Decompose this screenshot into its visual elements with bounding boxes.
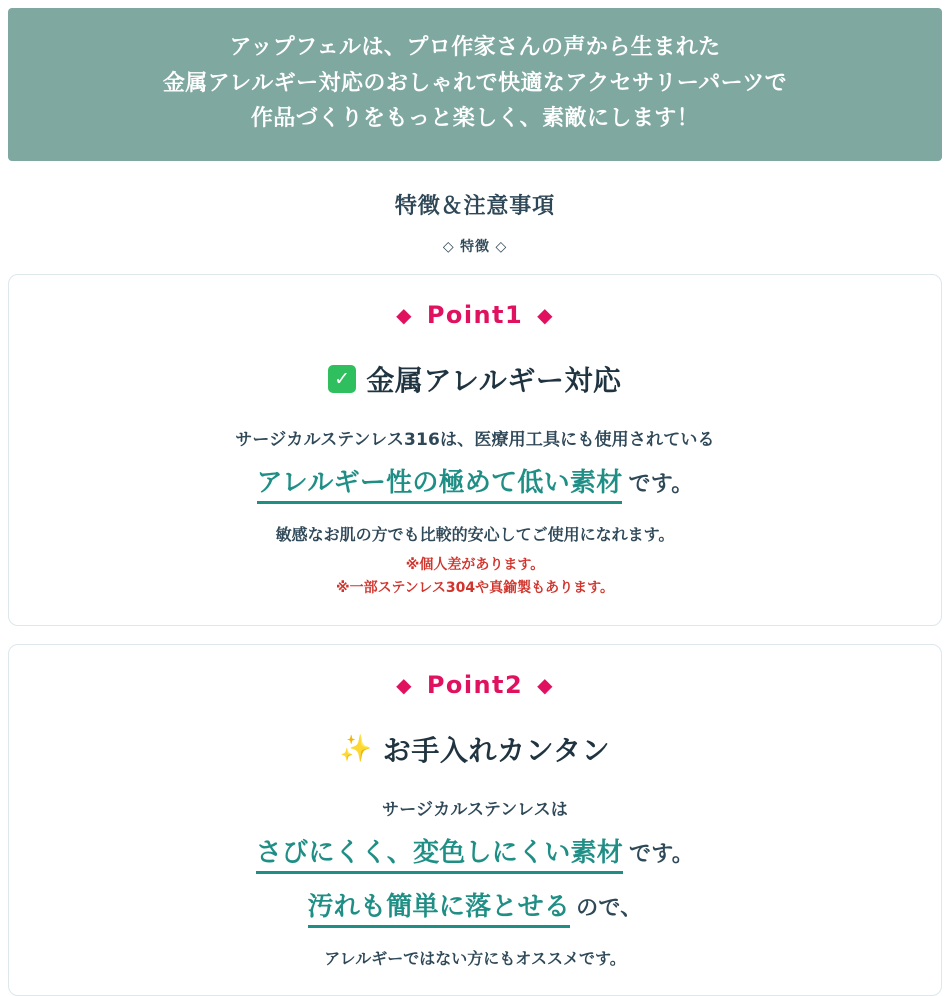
point1-card	[8, 274, 942, 626]
point2-label: Point2	[426, 670, 524, 699]
point1-note: 敏感なお肌の方でも比較的安心してご使用になれます。	[275, 524, 675, 544]
diamond-left-icon: ◆	[396, 672, 413, 697]
point2-emphasis-2: 汚れも簡単に落とせる	[308, 886, 571, 928]
point2-emphasis-2-tail: ので、	[576, 895, 643, 921]
point1-emphasis-tail: です。	[628, 471, 694, 497]
point1-caution-2: ※一部ステンレス304や真鍮製もあります。	[336, 579, 614, 596]
point2-note: アレルギーではない方にもオススメです。	[324, 948, 626, 968]
point1-emphasis-row	[33, 462, 917, 504]
hero-line-2: 金属アレルギー対応のおしゃれで快適なアクセサリーパーツで	[162, 70, 788, 96]
point1-label: Point1	[426, 300, 524, 329]
point1-line-1: サージカルステンレス316は、医療用工具にも使用されている	[235, 429, 715, 450]
hero-line-3: 作品づくりをもっと楽しく、素敵にします！	[250, 106, 700, 132]
point1-caution-1: ※個人差があります。	[405, 556, 545, 573]
point2-label-row	[33, 671, 917, 699]
diamond-right-icon: ◆	[537, 672, 554, 697]
hero-banner	[8, 8, 942, 161]
point1-heading: 金属アレルギー対応	[366, 363, 622, 397]
point2-emphasis-tail: です。	[629, 841, 695, 867]
point2-card	[8, 644, 942, 996]
hero-line-1: アップフェルは、プロ作家さんの声から生まれた	[229, 35, 721, 60]
point1-label-row	[33, 301, 917, 329]
diamond-left-icon: ◆	[396, 302, 413, 327]
point2-emphasis-row-2	[33, 886, 917, 928]
diamond-right-icon: ◆	[537, 302, 554, 327]
section-subtitle: ◇ 特徴 ◇	[442, 238, 508, 255]
sparkle-icon: ✨	[339, 733, 373, 764]
point1-heading-row	[33, 359, 917, 399]
point1-emphasis: アレルギー性の極めて低い素材	[257, 462, 623, 504]
point2-emphasis: さびにくく、変色しにくい素材	[256, 832, 623, 874]
check-icon: ✓	[328, 365, 356, 393]
point2-heading: お手入れカンタン	[382, 733, 611, 767]
point2-line-1: サージカルステンレスは	[382, 799, 568, 820]
point2-heading-row	[33, 729, 917, 769]
section-title: 特徴＆注意事項	[394, 193, 556, 219]
point2-emphasis-row	[33, 832, 917, 874]
